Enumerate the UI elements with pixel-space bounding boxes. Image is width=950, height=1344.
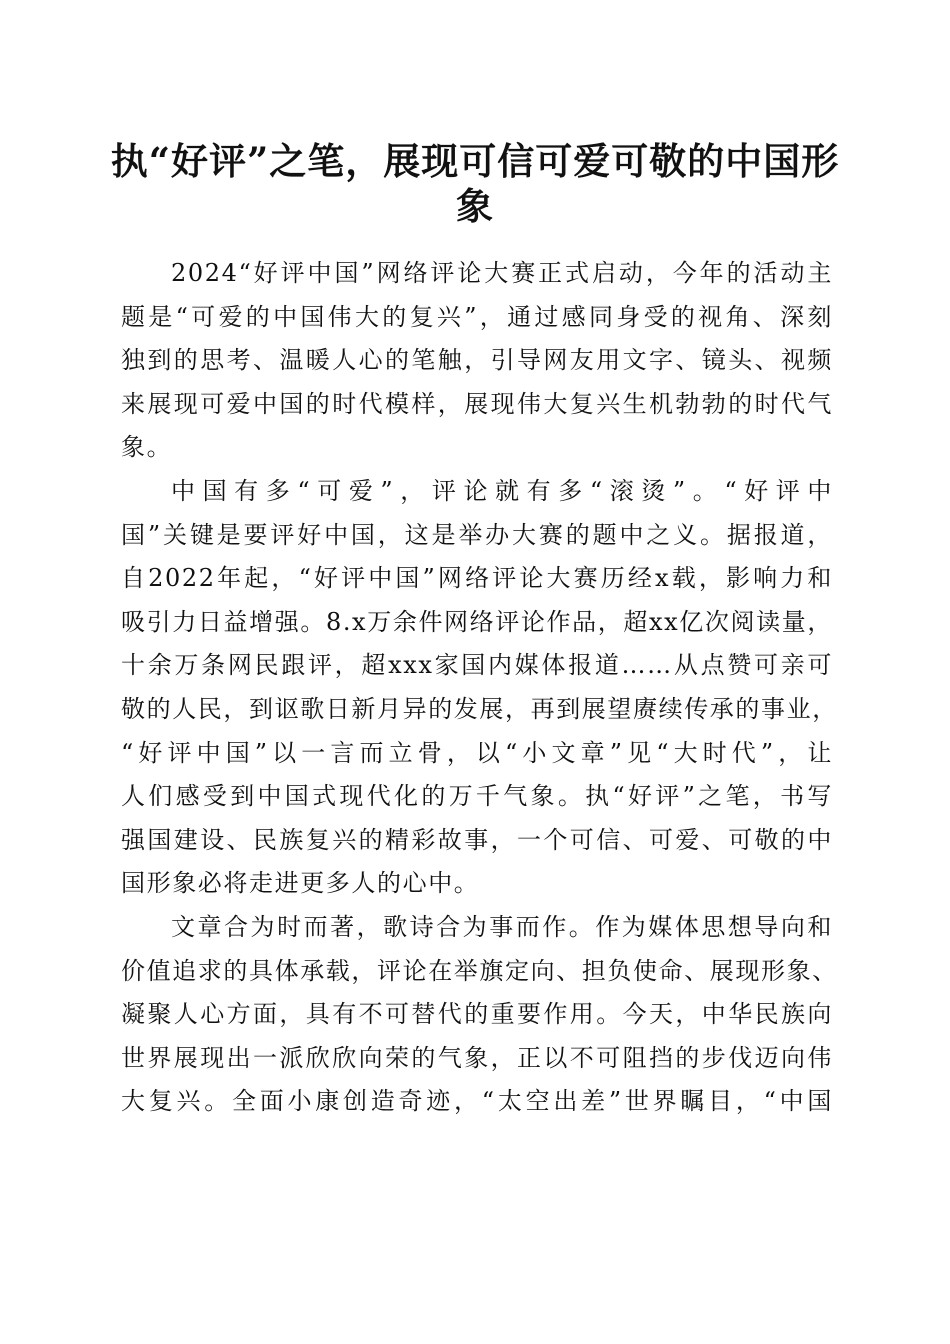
paragraph-line: 自2022年起，“好评中国”网络评论大赛历经x载，影响力和 [121,564,833,593]
paragraph-line: 2024“好评中国”网络评论大赛正式启动，今年的活动主 [171,259,833,287]
paragraph-line: 人们感受到中国式现代化的万千气象。执“好评”之笔，书写 [121,782,833,811]
paragraph-2 [121,470,838,906]
document-title-line-1: 执“好评”之笔，展现可信可爱可敬的中国形 [110,139,840,183]
document-title-line-2: 象 [456,184,494,228]
paragraph-line: 吸引力日益增强。8.x万余件网络评论作品，超xx亿次阅读量， [121,607,833,636]
paragraph-line: 独到的思考、温暖人心的笔触，引导网友用文字、镜头、视频 [121,346,833,375]
paragraph-1 [121,252,833,470]
paragraph-line: 价值追求的具体承载，评论在举旗定向、担负使命、展现形象、 [121,956,838,985]
paragraph-line: 来展现可爱中国的时代模样，展现伟大复兴生机勃勃的时代气 [121,389,833,418]
paragraph-3 [121,906,838,1124]
paragraph-line: 凝聚人心方面，具有不可替代的重要作用。今天，中华民族向 [121,1000,833,1029]
paragraph-line: 题是“可爱的中国伟大的复兴”，通过感同身受的视角、深刻 [121,302,833,331]
paragraph-line: 文章合为时而著，歌诗合为事而作。作为媒体思想导向和 [171,912,833,941]
paragraph-line: 国形象必将走进更多人的心中。 [121,869,480,898]
paragraph-line: 国”关键是要评好中国，这是举办大赛的题中之义。据报道， [121,520,833,549]
paragraph-line: 强国建设、民族复兴的精彩故事，一个可信、可爱、可敬的中 [121,825,833,854]
paragraph-line: “好评中国”以一言而立骨，以“小文章”见“大时代”，让 [121,738,833,767]
paragraph-line: 大复兴。全面小康创造奇迹，“太空出差”世界瞩目，“中国 [121,1087,833,1116]
paragraph-line: 敬的人民，到讴歌日新月异的发展，再到展望赓续传承的事业， [121,694,838,723]
paragraph-line: 象。 [121,433,173,462]
paragraph-line: 中国有多“可爱”，评论就有多“滚烫”。“好评中 [171,476,833,505]
paragraph-line: 世界展现出一派欣欣向荣的气象，正以不可阻挡的步伐迈向伟 [121,1043,833,1072]
paragraph-line: 十余万条网民跟评，超xxx家国内媒体报道……从点赞可亲可 [121,651,833,680]
article-body [121,252,838,1124]
